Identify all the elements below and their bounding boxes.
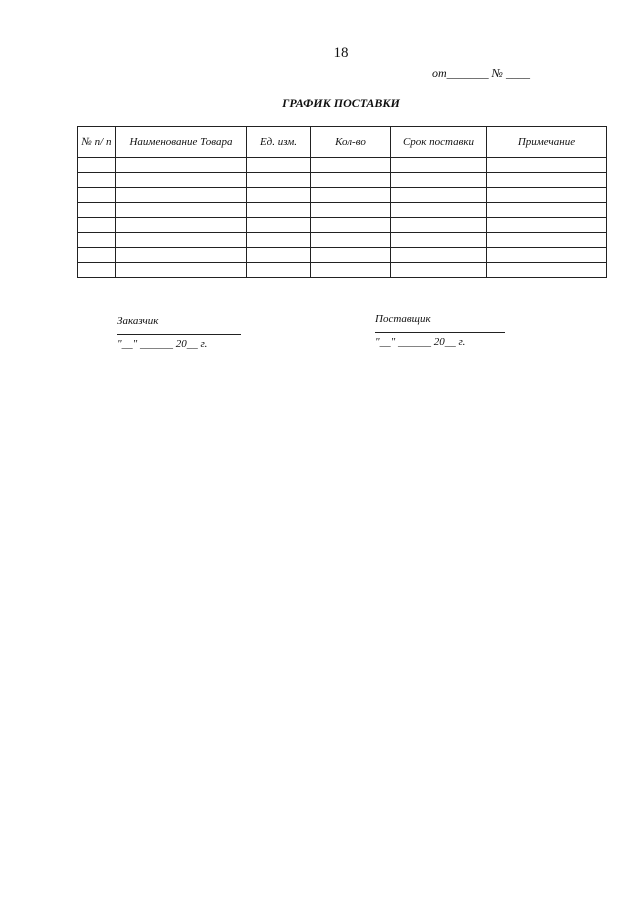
table-cell <box>311 248 391 263</box>
table-cell <box>311 218 391 233</box>
page-title: ГРАФИК ПОСТАВКИ <box>282 96 400 110</box>
table-cell <box>391 263 487 278</box>
table-cell <box>116 218 247 233</box>
table-cell <box>391 188 487 203</box>
table-cell <box>247 263 311 278</box>
table-cell <box>78 158 116 173</box>
table-row <box>78 188 607 203</box>
table-cell <box>487 158 607 173</box>
table-cell <box>311 188 391 203</box>
table-cell <box>391 203 487 218</box>
table-cell <box>78 248 116 263</box>
supplier-signature-date: "__" ______ 20__ г. <box>375 336 466 348</box>
supplier-signature-block <box>375 313 505 348</box>
table-cell <box>78 218 116 233</box>
table-cell <box>78 233 116 248</box>
column-header-unit: Ед. изм. <box>247 127 311 158</box>
column-header-note: Примечание <box>487 127 607 158</box>
delivery-schedule-table <box>77 126 607 278</box>
table-cell <box>391 233 487 248</box>
column-header-quantity: Кол-во <box>311 127 391 158</box>
table-cell <box>487 218 607 233</box>
column-header-delivery-date: Срок поставки <box>391 127 487 158</box>
column-header-number: № п/ п <box>78 127 116 158</box>
table-row <box>78 248 607 263</box>
table-body <box>78 158 607 278</box>
table-cell <box>247 173 311 188</box>
table-cell <box>247 158 311 173</box>
table-cell <box>487 203 607 218</box>
customer-label: Заказчик <box>117 315 159 327</box>
column-header-product-name: Наименование Товара <box>116 127 247 158</box>
table-cell <box>116 263 247 278</box>
table-cell <box>247 188 311 203</box>
customer-signature-line <box>117 334 241 335</box>
page-number: 18 <box>333 45 349 61</box>
table-cell <box>311 263 391 278</box>
customer-signature-block <box>117 315 241 350</box>
table-cell <box>487 263 607 278</box>
table-cell <box>311 173 391 188</box>
table-row <box>78 173 607 188</box>
document-reference: от_______ № ____ <box>432 66 530 80</box>
table-cell <box>391 158 487 173</box>
table-row <box>78 158 607 173</box>
table-cell <box>311 203 391 218</box>
table-row <box>78 233 607 248</box>
supplier-label: Поставщик <box>375 313 431 325</box>
table-cell <box>247 248 311 263</box>
table-cell <box>391 248 487 263</box>
table-cell <box>247 218 311 233</box>
table-cell <box>487 248 607 263</box>
table-cell <box>116 158 247 173</box>
table-cell <box>78 173 116 188</box>
table-cell <box>311 158 391 173</box>
table-header-row <box>78 127 607 158</box>
table-cell <box>311 233 391 248</box>
table-cell <box>78 203 116 218</box>
table-row <box>78 263 607 278</box>
table-cell <box>116 233 247 248</box>
table-cell <box>391 218 487 233</box>
table-cell <box>487 173 607 188</box>
table-cell <box>116 173 247 188</box>
table-cell <box>116 248 247 263</box>
table-cell <box>116 203 247 218</box>
table-cell <box>78 263 116 278</box>
table-cell <box>247 203 311 218</box>
table-cell <box>487 233 607 248</box>
table-cell <box>116 188 247 203</box>
table-cell <box>487 188 607 203</box>
table-row <box>78 203 607 218</box>
table-row <box>78 218 607 233</box>
table-cell <box>391 173 487 188</box>
supplier-signature-line <box>375 332 505 333</box>
customer-signature-date: "__" ______ 20__ г. <box>117 338 208 350</box>
table-cell <box>78 188 116 203</box>
table-cell <box>247 233 311 248</box>
